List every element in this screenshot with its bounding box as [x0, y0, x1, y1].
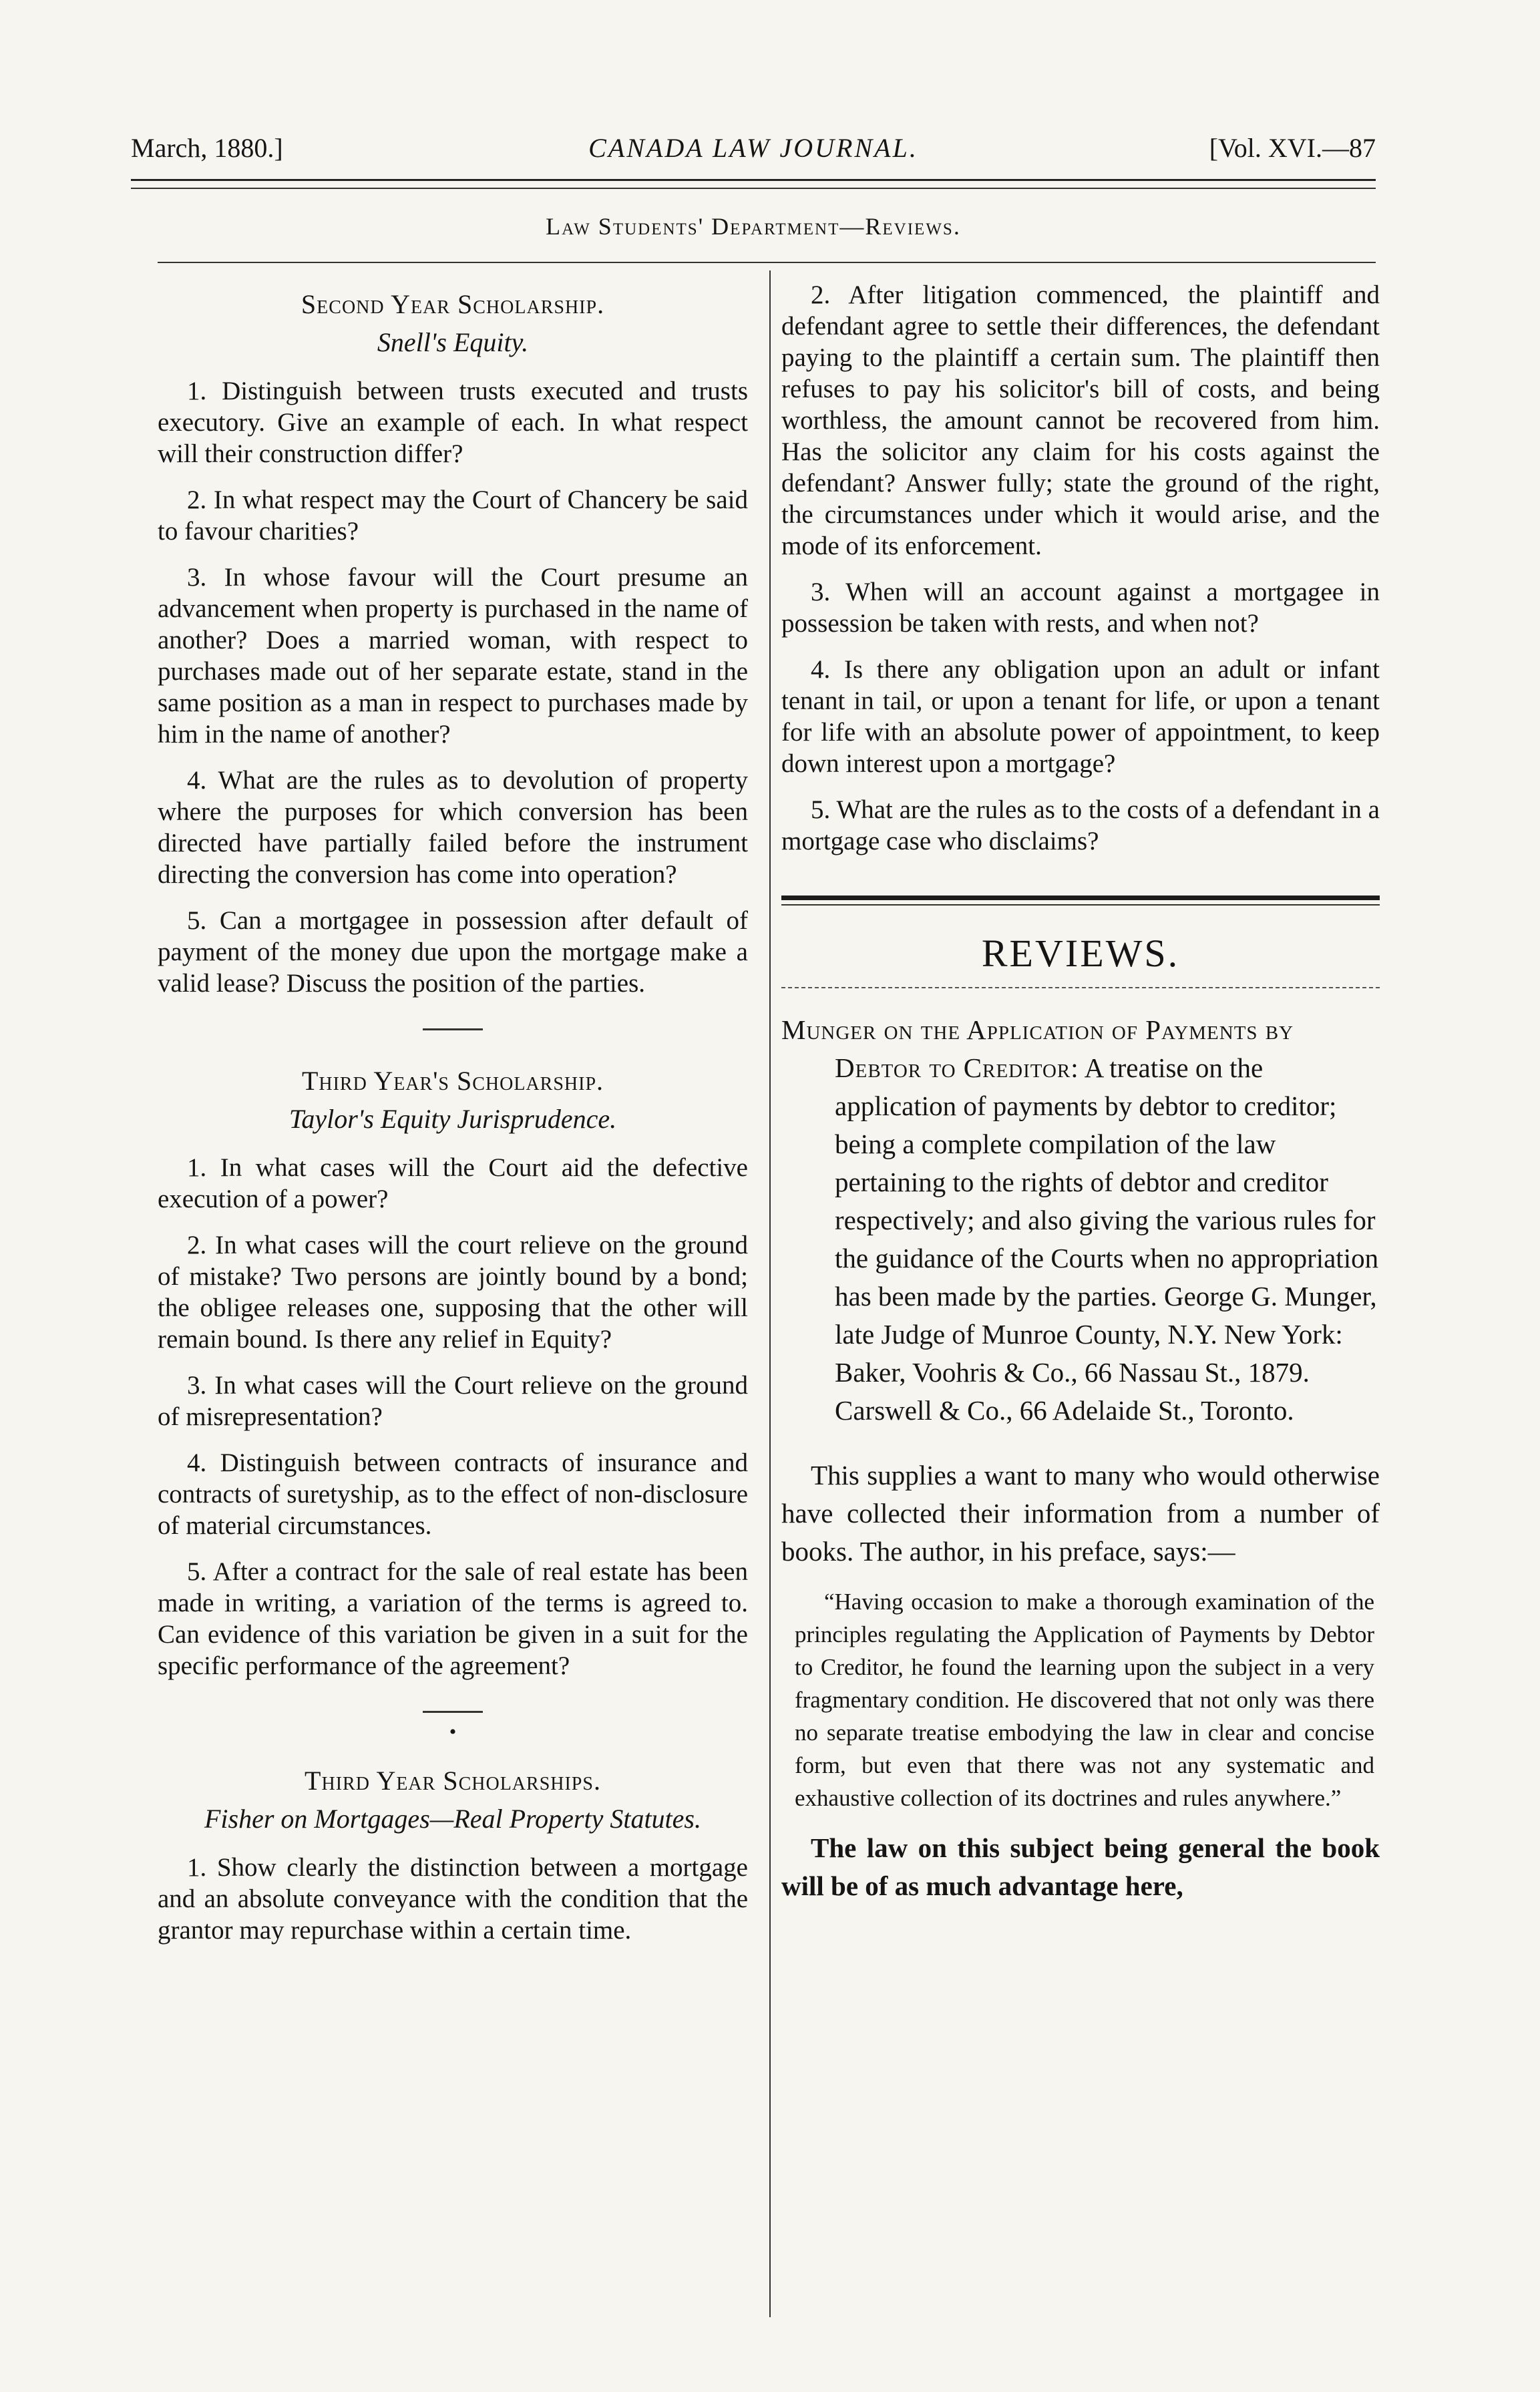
- question: 3. When will an account against a mortgagee in possession be taken with rests, and when not?: [781, 578, 1380, 638]
- review-paragraph: This supplies a want to many who would otherwise have collected their information from a number of books. The author, in his preface, says:—: [781, 1460, 1380, 1567]
- second-year-subheading: Snell's Equity.: [377, 327, 529, 357]
- question: 3. In what cases will the Court relieve on the ground of misrepresentation?: [158, 1371, 748, 1431]
- column-divider: [769, 270, 771, 2317]
- third-year-fisher-subheading: Fisher on Mortgages—Real Property Statutes.: [204, 1804, 701, 1834]
- review-quote: “Having occasion to make a thorough examination of the principles regulating the Application of Payments by Debtor to Creditor, he found the learning upon the subject in a very fragmentary condition. He discovered that not only was there no separate treatise embodying the law in clear and concise form, but even that there was not any systematic and exhaustive collection of its doctrines and rules anywhere.”: [795, 1589, 1374, 1811]
- right-column: [781, 279, 1380, 1920]
- header-journal-title: CANADA LAW JOURNAL.: [588, 133, 918, 163]
- reviews-thick-rule: [781, 895, 1380, 900]
- reviews-title: REVIEWS.: [981, 932, 1180, 975]
- question: 1. Distinguish between trusts executed and trusts executory. Give an example of each. In what respect will their construction differ?: [158, 377, 748, 468]
- header-double-rule: [131, 179, 1376, 189]
- section-separator: [423, 1711, 483, 1713]
- section-rule: [158, 262, 1376, 263]
- question: 1. In what cases will the Court aid the defective execution of a power?: [158, 1153, 748, 1213]
- reviews-thin-rule: [781, 904, 1380, 906]
- running-header: [131, 128, 1376, 171]
- second-year-heading: Second Year Scholarship.: [301, 289, 605, 319]
- question: 5. Can a mortgagee in possession after default of payment of the money due upon the mortgage make a valid lease? Discuss the position of the parties.: [158, 906, 748, 998]
- question: 3. In whose favour will the Court presume an advancement when property is purchased in the name of another? Does a married woman, with respect to purchases made out of her separate estate, stand in the same position as a man in respect to purchases made by him in the name of another?: [158, 563, 748, 749]
- third-year-fisher-heading: Third Year Scholarships.: [305, 1766, 601, 1796]
- question: 2. In what respect may the Court of Chancery be said to favour charities?: [158, 485, 748, 546]
- ornament-dot: •: [449, 1721, 457, 1743]
- question: 2. After litigation commenced, the plaintiff and defendant agree to settle their differences, the defendant paying to the plaintiff a certain sum. The plaintiff then refuses to pay his solicitor's bill of costs, and being worthless, the amount cannot be recovered from him. Has the solicitor any claim for his costs against the defendant? Answer fully; state the ground of the right, the circumstances under which it would arise, and the mode of its enforcement.: [781, 280, 1380, 560]
- question: 1. Show clearly the distinction between a mortgage and an absolute conveyance with the condition that the grantor may repurchase within a certain time.: [158, 1853, 748, 1945]
- question: 5. After a contract for the sale of real estate has been made in writing, a variation of the terms is agreed to. Can evidence of this variation be given in a suit for the specific performance of the agreement?: [158, 1557, 748, 1680]
- question: 4. Distinguish between contracts of insurance and contracts of suretyship, as to the effect of non-disclosure of material circumstances.: [158, 1448, 748, 1540]
- review-entry-title: Munger on the Application of Payments by Debtor to Creditor:: [781, 1014, 1294, 1083]
- review-entry-body: A treatise on the application of payments by debtor to creditor; being a complete compilation of the law pertaining to the rights of debtor and creditor respectively; and also giving the various rules for the guidance of the Courts when no appropriation has been made by the parties. George G. Munger, late Judge of Munroe County, N.Y. New York: Baker, Voohris & Co., 66 Nassau St., 1879. Carswell & Co., 66 Adelaide St., Toronto.: [835, 1052, 1379, 1426]
- header-volume: [Vol. XVI.—87: [1209, 133, 1376, 163]
- reviews-dashed-rule: [781, 987, 1380, 988]
- section-heading: Law Students' Department—Reviews.: [546, 213, 961, 240]
- third-year-taylor-subheading: Taylor's Equity Jurisprudence.: [288, 1104, 617, 1134]
- question: 4. What are the rules as to devolution of property where the purposes for which conversion has been directed have partially failed before the instrument directing the conversion has come into operation?: [158, 766, 748, 889]
- question: 2. In what cases will the court relieve on the ground of mistake? Two persons are jointly bound by a bond; the obligee releases one, supposing that the other will remain bound. Is there any relief in Equity?: [158, 1231, 748, 1354]
- left-column: [158, 279, 748, 1961]
- question: 4. Is there any obligation upon an adult or infant tenant in tail, or upon a tenant for life, or upon a tenant for life with an absolute power of appointment, to keep down interest upon a mortgage?: [781, 655, 1380, 778]
- header-date: March, 1880.]: [131, 133, 283, 163]
- question: 5. What are the rules as to the costs of a defendant in a mortgage case who disclaims?: [781, 795, 1380, 855]
- third-year-taylor-heading: Third Year's Scholarship.: [301, 1066, 604, 1096]
- review-entry: [781, 1011, 1380, 1430]
- section-separator: [423, 1028, 483, 1030]
- review-closing: The law on this subject being general the book will be of as much advantage here,: [781, 1832, 1380, 1901]
